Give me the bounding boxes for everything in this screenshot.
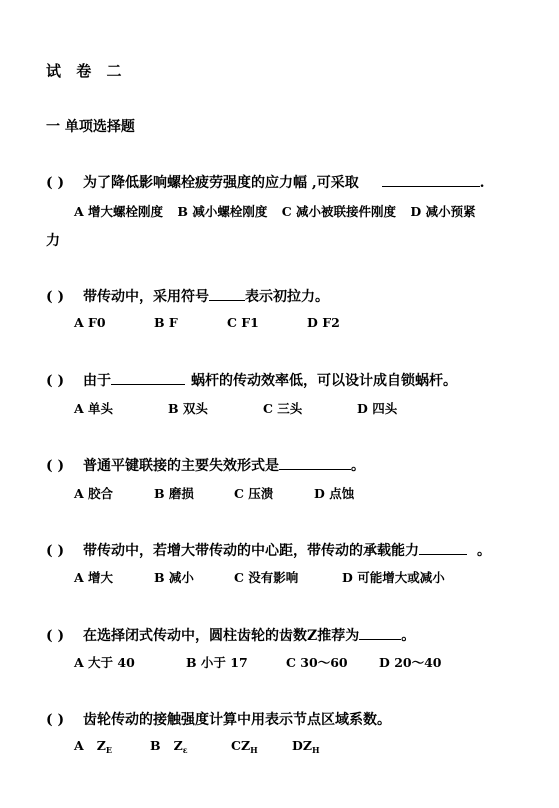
option-a[interactable]: A 增大螺栓刚度 xyxy=(74,204,164,219)
question-stem: 在选择闭式传动中，圆柱齿轮的齿数Z推荐为 xyxy=(83,628,360,644)
options-row xyxy=(74,738,320,755)
options-row xyxy=(74,653,442,671)
answer-blank[interactable] xyxy=(382,172,480,187)
answer-blank[interactable] xyxy=(209,286,245,301)
question-stem-end: . xyxy=(479,175,485,191)
question-stem: 带传动中，若增大带传动的中心距，带传动的承载能力 xyxy=(83,543,419,559)
options-row xyxy=(74,202,476,220)
option-d[interactable]: D 可能增大或减小 xyxy=(342,570,445,585)
question-stem-end: 表示初拉力。 xyxy=(245,289,329,305)
answer-paren: ( ) xyxy=(46,175,65,191)
option-d[interactable]: $DZ_H$ xyxy=(292,738,320,755)
question-stem: 为了降低影响螺栓疲劳强度的应力幅 ,可采取 xyxy=(83,175,359,191)
option-a[interactable]: A 大于 40 xyxy=(74,655,135,670)
answer-paren: ( ) xyxy=(46,628,65,644)
answer-blank[interactable] xyxy=(111,370,185,385)
question-stem-end: 。 xyxy=(401,628,416,644)
question-stem: 带传动中，采用符号 xyxy=(83,289,209,305)
option-c[interactable]: C 减小被联接件刚度 xyxy=(281,204,397,219)
section-heading: 一 单项选择题 xyxy=(46,119,135,135)
question-2 xyxy=(46,286,329,306)
option-b[interactable]: B 双头 xyxy=(168,401,208,416)
answer-paren: ( ) xyxy=(46,543,65,559)
option-d[interactable]: D 减小预紧 xyxy=(410,204,476,219)
question-stem: 普通平键联接的主要失效形式是 xyxy=(83,458,279,474)
option-d[interactable]: D 点蚀 xyxy=(314,486,355,501)
options-row xyxy=(74,315,340,330)
answer-paren: ( ) xyxy=(46,712,65,728)
option-c[interactable]: $CZ_H$ xyxy=(231,738,258,755)
options-row xyxy=(74,484,355,502)
option-b[interactable]: B 磨损 xyxy=(154,486,194,501)
option-d[interactable]: D F2 xyxy=(307,315,340,330)
option-b[interactable]: B 小于 17 xyxy=(186,655,248,670)
option-c[interactable]: C F1 xyxy=(227,315,259,330)
question-continuation: 力 xyxy=(46,233,60,249)
option-c[interactable]: C 没有影响 xyxy=(234,570,299,585)
page-title: 试 卷 二 xyxy=(46,62,127,80)
option-b[interactable]: B 减小螺栓刚度 xyxy=(177,204,268,219)
answer-blank[interactable] xyxy=(359,625,401,640)
question-stem-end: 蜗杆的传动效率低，可以设计成自锁蜗杆。 xyxy=(191,373,457,389)
options-row xyxy=(74,568,445,586)
question-stem-end: 。 xyxy=(351,458,365,474)
answer-blank[interactable] xyxy=(419,540,467,555)
option-a[interactable]: A $Z_E$ xyxy=(74,738,112,755)
question-6 xyxy=(46,625,415,645)
option-b[interactable]: B F xyxy=(154,315,178,330)
option-c[interactable]: C 压溃 xyxy=(234,486,274,501)
question-stem-end: 。 xyxy=(477,543,491,559)
option-d[interactable]: D 四头 xyxy=(357,401,398,416)
answer-blank[interactable] xyxy=(279,455,351,470)
answer-paren: ( ) xyxy=(46,458,65,474)
option-a[interactable]: A 增大 xyxy=(74,570,114,585)
option-d[interactable]: D 20～40 xyxy=(379,655,442,670)
question-1 xyxy=(46,172,485,192)
option-c[interactable]: C 30～60 xyxy=(286,655,348,670)
option-c[interactable]: C 三头 xyxy=(263,401,303,416)
question-7 xyxy=(46,709,391,729)
option-a[interactable]: A 单头 xyxy=(74,401,114,416)
option-b[interactable]: B 减小 xyxy=(154,570,194,585)
question-5 xyxy=(46,540,491,560)
question-4 xyxy=(46,455,365,475)
options-row xyxy=(74,399,398,417)
answer-paren: ( ) xyxy=(46,373,65,389)
question-3 xyxy=(46,370,457,390)
option-b[interactable]: B $Z_\varepsilon$ xyxy=(150,738,188,755)
answer-paren: ( ) xyxy=(46,289,65,305)
question-stem: 由于 xyxy=(83,373,111,389)
question-stem: 齿轮传动的接触强度计算中用表示节点区域系数。 xyxy=(83,712,391,728)
option-a[interactable]: A F0 xyxy=(74,315,106,330)
option-a[interactable]: A 胶合 xyxy=(74,486,114,501)
